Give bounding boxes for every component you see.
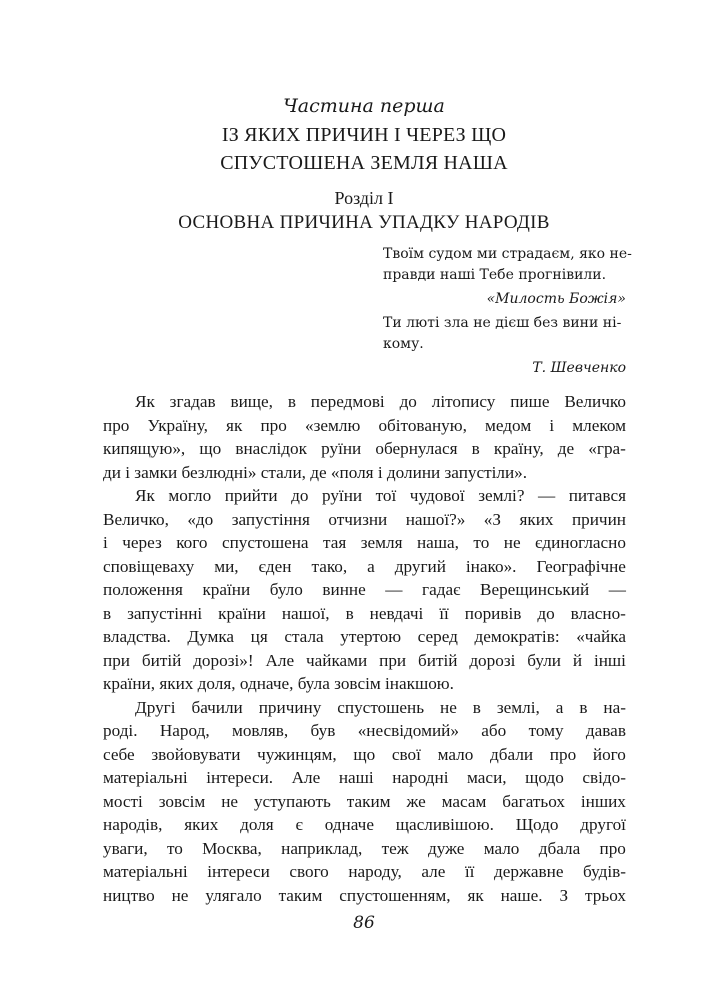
part-label: Частина перша [283, 95, 445, 117]
text-line: в запустінні країни нашої, в невдачі її поривів до власно- [103, 603, 626, 623]
epigraph-line: кому. [383, 336, 424, 352]
epigraph-line: Твоїм судом ми страдаєм, яко не- [383, 246, 632, 262]
text-line: народів, яких доля є одначе щасливішою. Щодо другої [103, 815, 626, 834]
text-line: себе звойовувати чужинцям, що свої мало дбали про його [103, 744, 626, 764]
epigraph-line: правди наші Тебе прогнівили. [383, 267, 607, 283]
epigraph-source: «Милость Божія» [486, 291, 626, 307]
part-title-line: ІЗ ЯКИХ ПРИЧИН І ЧЕРЕЗ ЩО [221, 124, 507, 146]
text-line: Величко, «до запустіння отчизни нашої?» «З яких причин [103, 509, 626, 529]
text-line: уваги, то Москва, наприклад, теж дуже мало дбала про [103, 838, 626, 858]
text-line: Як могло прийти до руїни тої чудової землі? — питався [135, 486, 626, 505]
text-line: і через кого спустошена тая земля наша, то не єдиногласно [103, 533, 626, 552]
chapter-title: ОСНОВНА ПРИЧИНА УПАДКУ НАРОДІВ [178, 212, 550, 233]
text-line: ди і замки безлюдні» стали, де «поля і долини запустіли». [103, 462, 528, 482]
text-line: роді. Народ, мовляв, був «несвідомий» або тому давав [103, 721, 626, 740]
text-line: матеріальні інтереси. Але наші народні маси, щодо свідо- [103, 768, 626, 787]
epigraph [383, 313, 626, 379]
page-number: 86 [353, 913, 375, 933]
text-line: владства. Думка ця стала утертою серед демократів: «чайка [103, 627, 626, 646]
part-title-line: СПУСТОШЕНА ЗЕМЛЯ НАША [220, 152, 508, 174]
text-line: матеріальні інтереси свого народу, але її державне будів- [103, 862, 626, 881]
text-line: мості зовсім не уступають таким же масам багатьох інших [103, 791, 626, 811]
text-line: положення країни було винне — гадає Верещинський — [103, 580, 626, 599]
text-line: Як згадав вище, в передмові до літопису пише Величко [135, 392, 626, 411]
epigraph [383, 244, 632, 310]
text-line: країни, яких доля, одначе, була зовсім інакшою. [103, 674, 454, 693]
epigraph-line: Ти люті зла не дієш без вини ні- [383, 315, 622, 331]
part-title [0, 121, 728, 177]
text-line: про Україну, як про «землю обітованую, медом і млеком [103, 415, 626, 435]
text-line: сповіщеваху ми, єден тако, а другий інако». Географічне [103, 556, 626, 576]
epigraph-source: Т. Шевченко [532, 360, 626, 376]
body-text [103, 390, 626, 907]
text-line: Другі бачили причину спустошень не в землі, а в на- [135, 697, 626, 717]
text-line: при битій дорозі»! Але чайками при битій дорозі були й інші [103, 650, 626, 670]
chapter-label: Розділ І [334, 188, 394, 208]
text-line: кипящую», що внаслідок руїни обернулася в країну, де «гра- [103, 439, 626, 458]
text-line: ництво не улягало таким спустошенням, як наше. З трьох [103, 885, 626, 905]
